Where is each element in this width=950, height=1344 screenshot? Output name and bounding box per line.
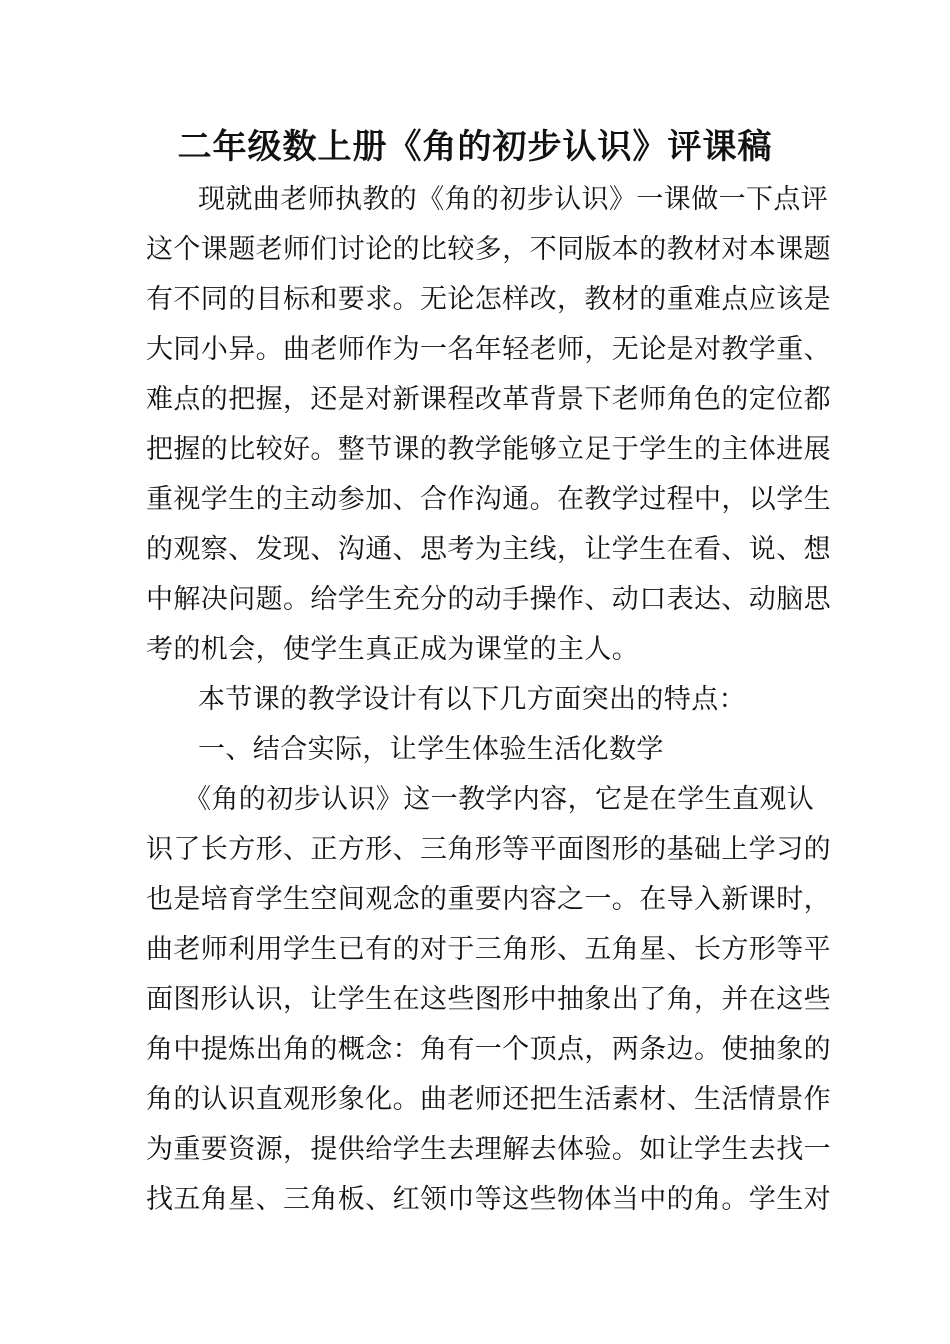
paragraph-line: 曲老师利用学生已有的对于三角形、五角星、长方形等平 xyxy=(146,934,831,965)
paragraph-line: 中解决问题。给学生充分的动手操作、动口表达、动脑思 xyxy=(146,584,831,615)
paragraph-line: 本节课的教学设计有以下几方面突出的特点： xyxy=(198,684,746,715)
paragraph-line: 为重要资源，提供给学生去理解去体验。如让学生去找一 xyxy=(146,1134,831,1165)
paragraph-line: 《角的初步认识》这一教学内容，它是在学生直观认 xyxy=(184,784,815,815)
paragraph-line: 难点的把握，还是对新课程改革背景下老师角色的定位都 xyxy=(146,384,831,415)
paragraph-line: 这个课题老师们讨论的比较多，不同版本的教材对本课题 xyxy=(146,234,831,265)
paragraph-line: 找五角星、三角板、红领巾等这些物体当中的角。学生对 xyxy=(146,1184,831,1215)
paragraph-line: 角中提炼出角的概念：角有一个顶点，两条边。使抽象的 xyxy=(146,1034,831,1065)
paragraph-line: 把握的比较好。整节课的教学能够立足于学生的主体进展 xyxy=(146,434,831,465)
paragraph-line: 识了长方形、正方形、三角形等平面图形的基础上学习的 xyxy=(146,834,831,865)
paragraph-line: 现就曲老师执教的《角的初步认识》一课做一下点评 xyxy=(198,184,829,215)
section-heading: 一、结合实际，让学生体验生活化数学 xyxy=(198,734,664,765)
paragraph-line: 面图形认识，让学生在这些图形中抽象出了角，并在这些 xyxy=(146,984,831,1015)
paragraph-line: 重视学生的主动参加、合作沟通。在教学过程中，以学生 xyxy=(146,484,831,515)
paragraph-line: 有不同的目标和要求。无论怎样改，教材的重难点应该是 xyxy=(146,284,831,315)
paragraph-line: 也是培育学生空间观念的重要内容之一。在导入新课时， xyxy=(146,884,831,915)
paragraph-line: 的观察、发现、沟通、思考为主线，让学生在看、说、想 xyxy=(146,534,831,565)
paragraph-line: 大同小异。曲老师作为一名年轻老师，无论是对教学重、 xyxy=(146,334,831,365)
document-title: 二年级数上册《角的初步认识》评课稿 xyxy=(177,127,773,167)
paragraph-line: 考的机会，使学生真正成为课堂的主人。 xyxy=(146,634,640,665)
paragraph-line: 角的认识直观形象化。曲老师还把生活素材、生活情景作 xyxy=(146,1084,831,1115)
